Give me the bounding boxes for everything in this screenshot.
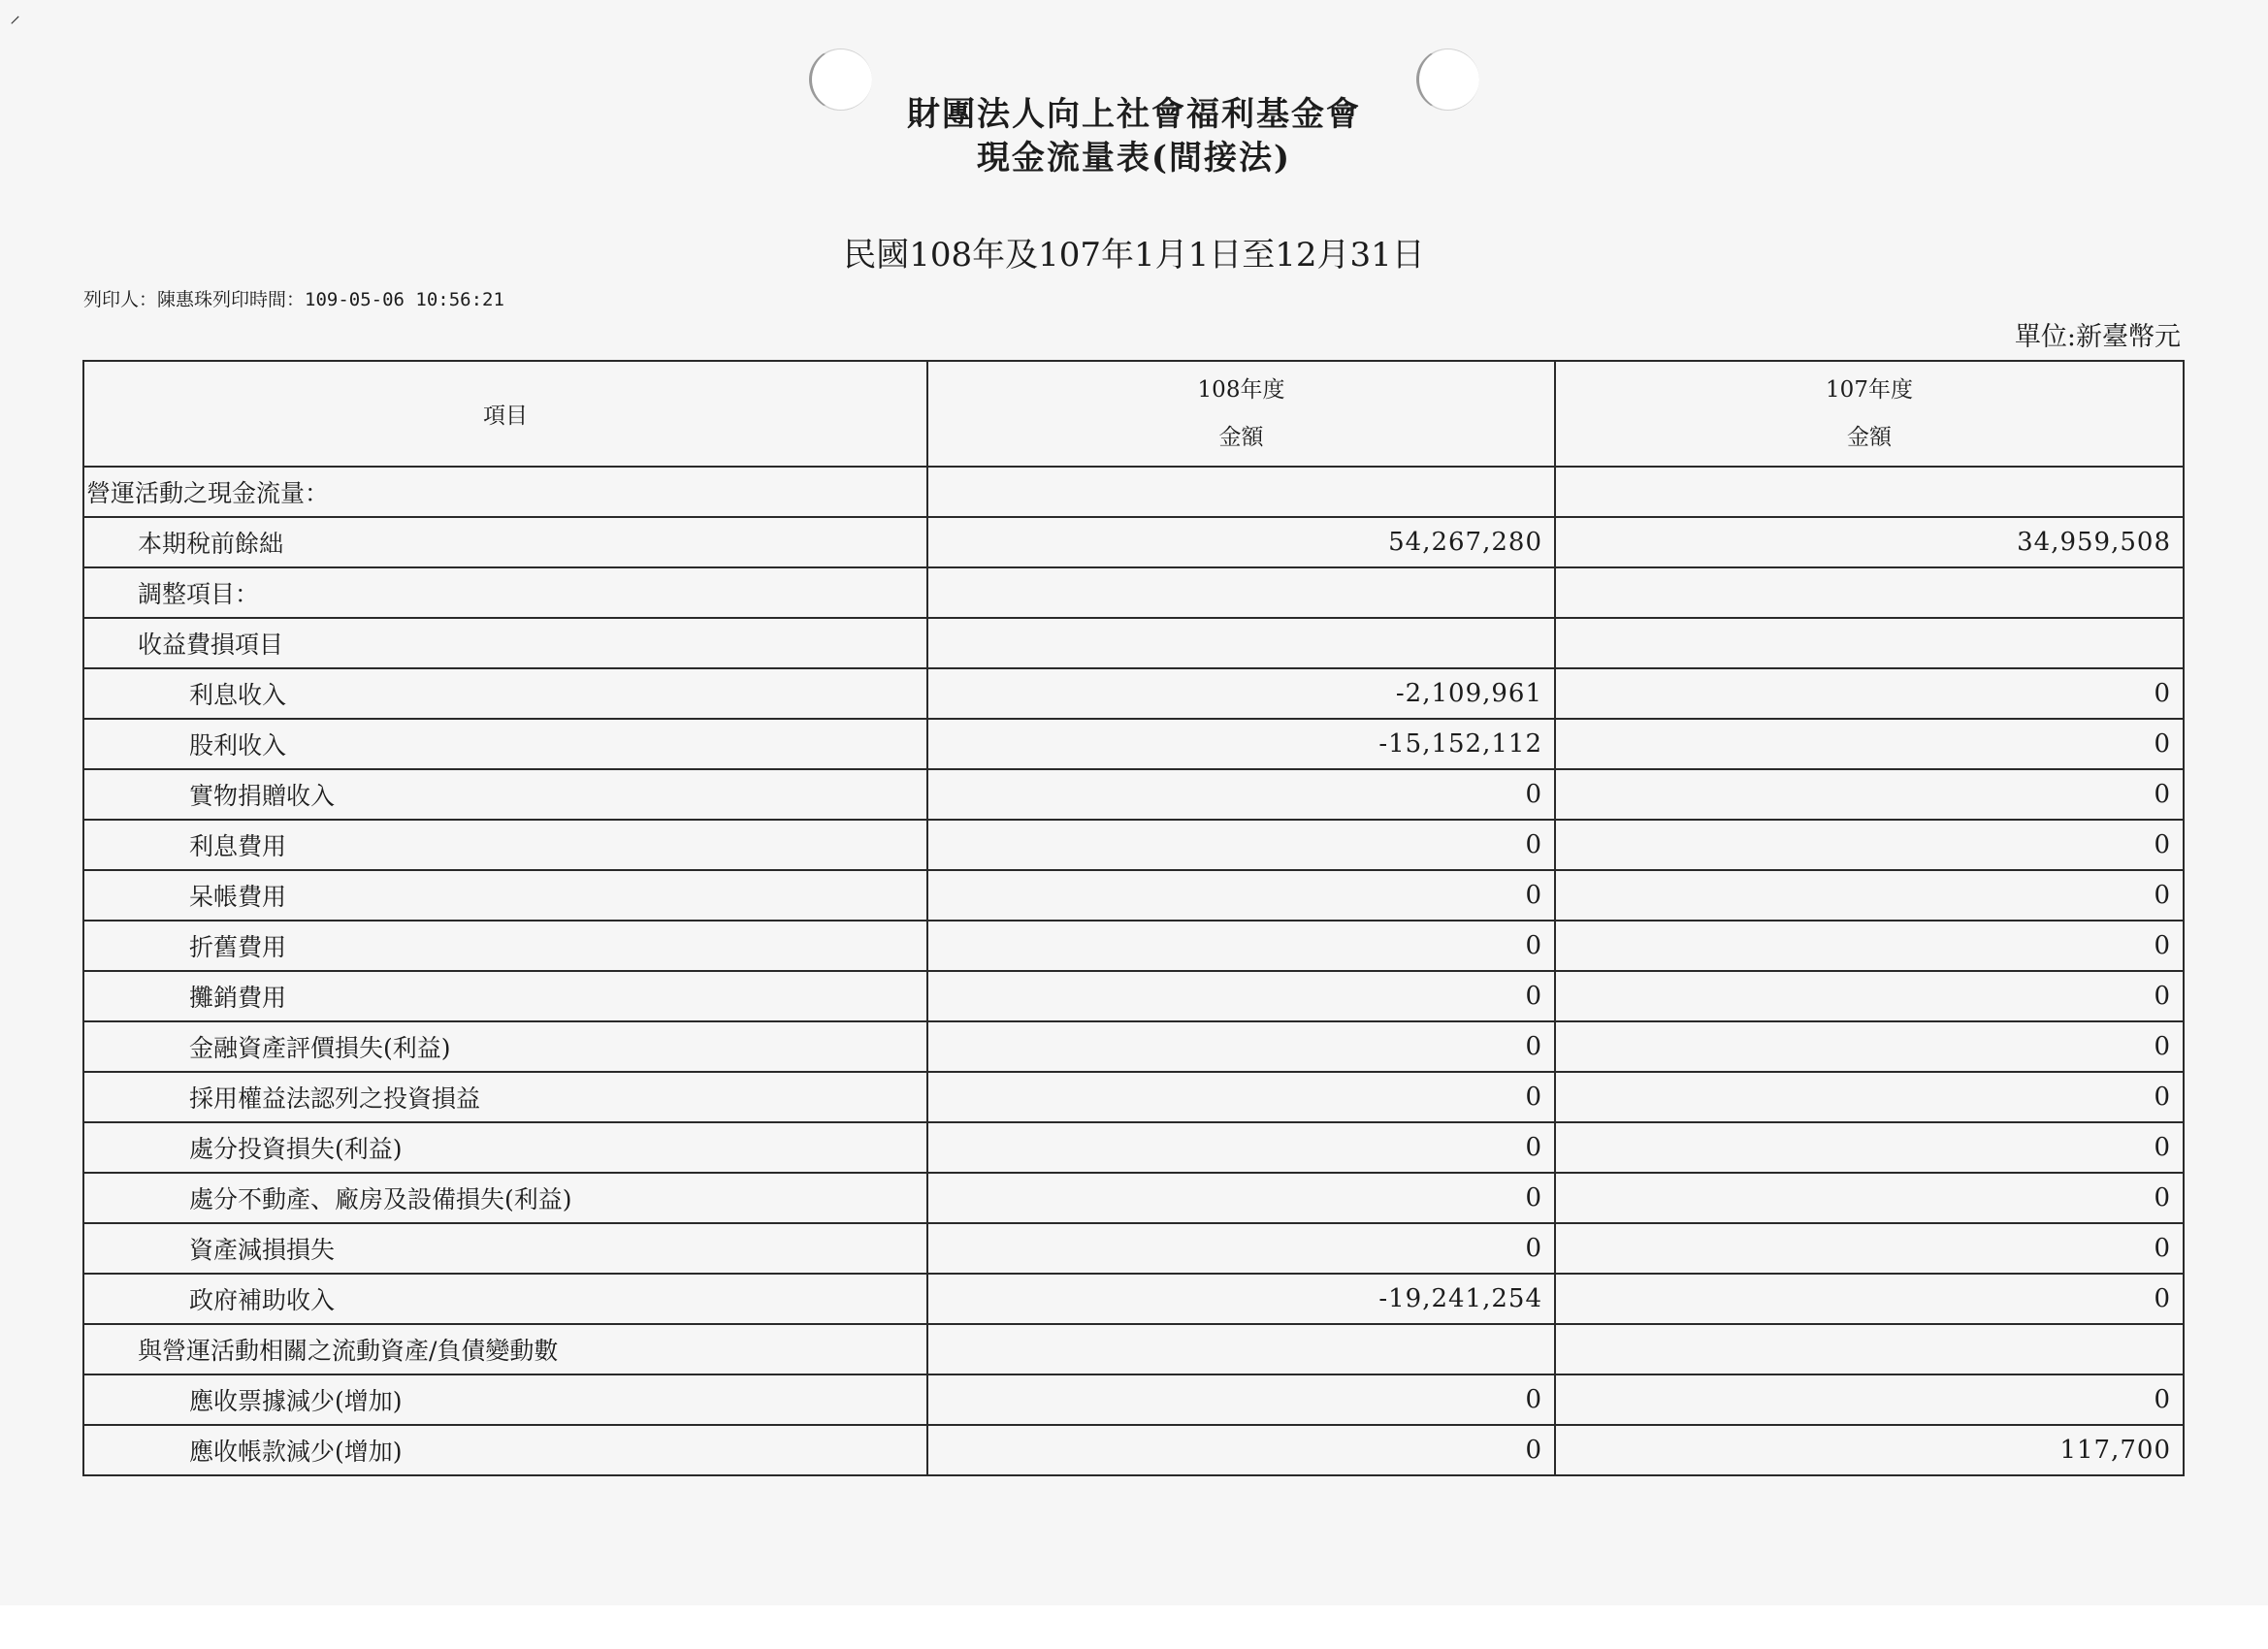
amount-108 (927, 467, 1555, 517)
row-label: 攤銷費用 (83, 971, 927, 1021)
amount-107 (1555, 567, 2184, 618)
organization-title: 財團法人向上社會福利基金會 (907, 95, 1361, 134)
table-row (83, 1425, 2184, 1475)
prior-year-label: 107年度 (1826, 376, 1913, 403)
amount-108: 0 (927, 1425, 1555, 1475)
table-row (83, 1122, 2184, 1173)
table-row (83, 921, 2184, 971)
amount-108: 0 (927, 1173, 1555, 1223)
amount-108: 0 (927, 921, 1555, 971)
column-header-prior-year (1555, 361, 2184, 467)
prior-amount-label: 金額 (1847, 424, 1892, 450)
amount-107: 0 (1555, 1223, 2184, 1274)
amount-107: 0 (1555, 1173, 2184, 1223)
amount-107: 0 (1555, 1021, 2184, 1072)
amount-108 (927, 1324, 1555, 1374)
amount-108: 0 (927, 769, 1555, 820)
printer-info: 列印人：陳惠珠列印時間：109-05-06 10:56:21 (83, 289, 504, 310)
row-label: 處分不動產、廠房及設備損失(利益) (83, 1173, 927, 1223)
row-label: 利息收入 (83, 668, 927, 719)
amount-107 (1555, 618, 2184, 668)
scan-bottom-margin (0, 1605, 2268, 1649)
amount-108: 0 (927, 1374, 1555, 1425)
table-row (83, 467, 2184, 517)
table-row (83, 1374, 2184, 1425)
amount-108: 0 (927, 1122, 1555, 1173)
amount-108 (927, 567, 1555, 618)
current-amount-label: 金額 (1218, 424, 1264, 450)
table-row (83, 719, 2184, 769)
table-row (83, 1274, 2184, 1324)
amount-107: 0 (1555, 668, 2184, 719)
staple-mark-icon: ⸝ (10, 4, 21, 28)
amount-107 (1555, 1324, 2184, 1374)
amount-107 (1555, 467, 2184, 517)
table-row (83, 1324, 2184, 1374)
amount-107: 0 (1555, 921, 2184, 971)
amount-107: 0 (1555, 1374, 2184, 1425)
table-body (83, 467, 2184, 1475)
amount-108: 54,267,280 (927, 517, 1555, 567)
statement-title: 現金流量表(間接法) (976, 139, 1292, 178)
row-label: 資產減損損失 (83, 1223, 927, 1274)
amount-107: 34,959,508 (1555, 517, 2184, 567)
amount-107: 0 (1555, 971, 2184, 1021)
row-label: 收益費損項目 (83, 618, 927, 668)
column-header-current-year (927, 361, 1555, 467)
table-row (83, 769, 2184, 820)
amount-107: 0 (1555, 870, 2184, 921)
amount-108: 0 (927, 1223, 1555, 1274)
amount-108 (927, 618, 1555, 668)
amount-107: 0 (1555, 719, 2184, 769)
table-row (83, 1223, 2184, 1274)
table-row (83, 567, 2184, 618)
row-label: 呆帳費用 (83, 870, 927, 921)
amount-108: -19,241,254 (927, 1274, 1555, 1324)
amount-108: 0 (927, 870, 1555, 921)
row-label: 採用權益法認列之投資損益 (83, 1072, 927, 1122)
row-label: 本期稅前餘絀 (83, 517, 927, 567)
amount-108: 0 (927, 820, 1555, 870)
table-row (83, 1173, 2184, 1223)
amount-107: 0 (1555, 769, 2184, 820)
row-label: 營運活動之現金流量： (83, 467, 927, 517)
amount-107: 0 (1555, 1274, 2184, 1324)
column-header-item: 項目 (83, 361, 927, 467)
row-label: 折舊費用 (83, 921, 927, 971)
row-label: 政府補助收入 (83, 1274, 927, 1324)
row-label: 調整項目： (83, 567, 927, 618)
amount-107: 0 (1555, 820, 2184, 870)
amount-107: 0 (1555, 1072, 2184, 1122)
currency-unit: 單位:新臺幣元 (2014, 322, 2181, 352)
row-label: 利息費用 (83, 820, 927, 870)
table-row (83, 1021, 2184, 1072)
amount-108: -15,152,112 (927, 719, 1555, 769)
amount-108: 0 (927, 1072, 1555, 1122)
row-label: 應收帳款減少(增加) (83, 1425, 927, 1475)
amount-108: 0 (927, 971, 1555, 1021)
row-label: 股利收入 (83, 719, 927, 769)
row-label: 與營運活動相關之流動資產/負債變動數 (83, 1324, 927, 1374)
report-period: 民國108年及107年1月1日至12月31日 (843, 236, 1425, 275)
amount-108: 0 (927, 1021, 1555, 1072)
amount-107: 0 (1555, 1122, 2184, 1173)
current-year-label: 108年度 (1197, 376, 1285, 403)
row-label: 處分投資損失(利益) (83, 1122, 927, 1173)
table-header-row (83, 361, 2184, 467)
row-label: 金融資產評價損失(利益) (83, 1021, 927, 1072)
row-label: 應收票據減少(增加) (83, 1374, 927, 1425)
table-row (83, 517, 2184, 567)
table-row (83, 870, 2184, 921)
table-row (83, 668, 2184, 719)
amount-107: 117,700 (1555, 1425, 2184, 1475)
table-row (83, 820, 2184, 870)
cash-flow-table (82, 360, 2185, 1476)
table-row (83, 618, 2184, 668)
row-label: 實物捐贈收入 (83, 769, 927, 820)
amount-108: -2,109,961 (927, 668, 1555, 719)
table-row (83, 971, 2184, 1021)
table-row (83, 1072, 2184, 1122)
